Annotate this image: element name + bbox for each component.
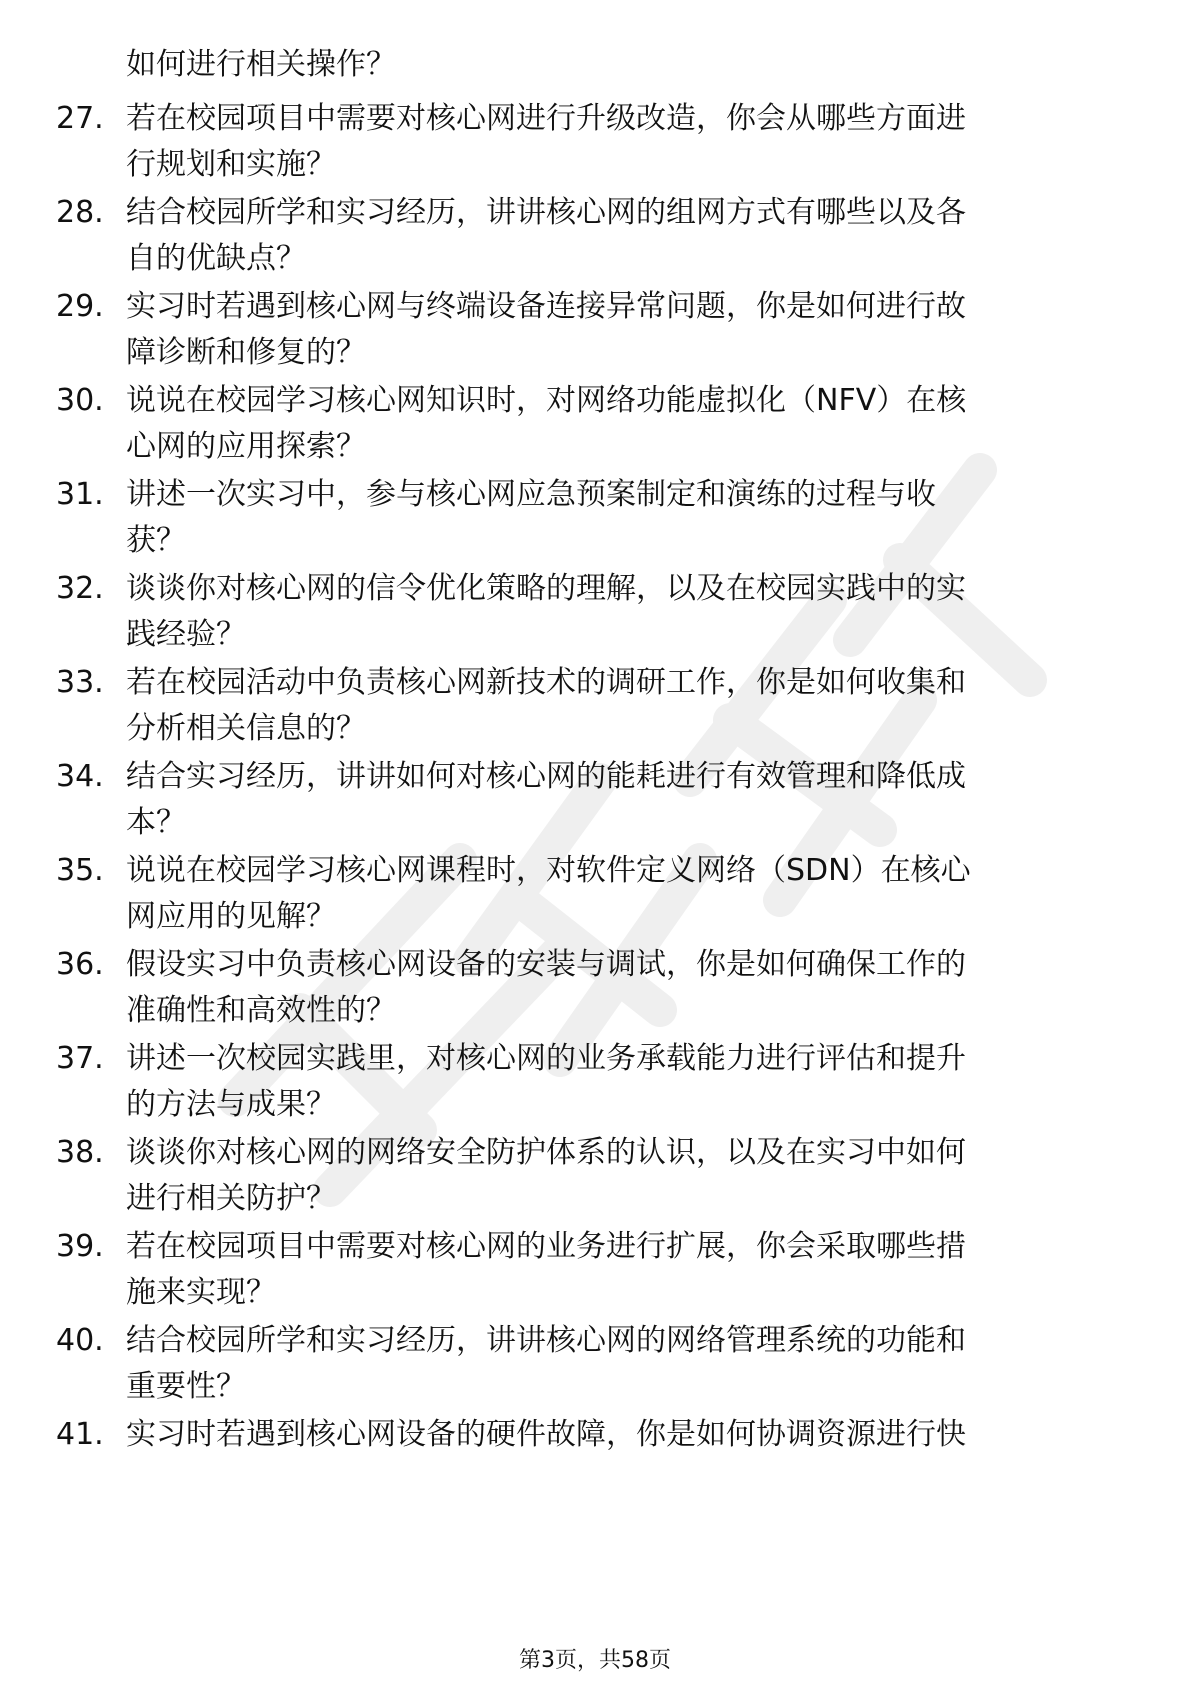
list-item	[0, 378, 1190, 470]
item-text: 假设实习中负责核心网设备的安装与调试，你是如何确保工作的 准确性和高效性的？	[126, 947, 966, 1028]
item-number: 37.	[56, 1041, 104, 1076]
item-text: 说说在校园学习核心网知识时，对网络功能虚拟化（NFV）在核 心网的应用探索？	[126, 383, 967, 464]
item-text: 若在校园项目中需要对核心网的业务进行扩展，你会采取哪些措 施来实现？	[126, 1229, 966, 1310]
item-text: 谈谈你对核心网的信令优化策略的理解，以及在校园实践中的实 践经验？	[126, 571, 966, 652]
item-text: 讲述一次实习中，参与核心网应急预案制定和演练的过程与收 获？	[126, 477, 936, 558]
list-item	[0, 848, 1190, 940]
list-item	[0, 1224, 1190, 1316]
item-number: 36.	[56, 947, 104, 982]
list-item	[0, 96, 1190, 188]
list-item	[0, 284, 1190, 376]
item-number: 27.	[56, 101, 104, 136]
item-number: 39.	[56, 1229, 104, 1264]
continuation-line: 如何进行相关操作？	[126, 47, 396, 82]
item-text: 若在校园项目中需要对核心网进行升级改造，你会从哪些方面进 行规划和实施？	[126, 101, 966, 182]
list-item	[0, 1036, 1190, 1128]
list-item	[0, 566, 1190, 658]
item-text: 说说在校园学习核心网课程时，对软件定义网络（SDN）在核心 网应用的见解？	[126, 853, 971, 934]
item-number: 35.	[56, 853, 104, 888]
item-number: 41.	[56, 1417, 104, 1452]
list-item	[0, 754, 1190, 846]
item-number: 31.	[56, 477, 104, 512]
list-item	[0, 1318, 1190, 1410]
item-text: 实习时若遇到核心网设备的硬件故障，你是如何协调资源进行快	[126, 1417, 966, 1452]
item-text: 结合校园所学和实习经历，讲讲核心网的网络管理系统的功能和 重要性？	[126, 1323, 966, 1404]
item-number: 33.	[56, 665, 104, 700]
item-text: 实习时若遇到核心网与终端设备连接异常问题，你是如何进行故 障诊断和修复的？	[126, 289, 966, 370]
item-number: 40.	[56, 1323, 104, 1358]
item-number: 28.	[56, 195, 104, 230]
item-text: 结合实习经历，讲讲如何对核心网的能耗进行有效管理和降低成 本？	[126, 759, 966, 840]
item-number: 34.	[56, 759, 104, 794]
list-item	[0, 1412, 1190, 1458]
page-number-footer: 第3页，共58页	[519, 1648, 671, 1673]
list-item	[0, 1130, 1190, 1222]
list-item	[0, 190, 1190, 282]
list-item	[0, 660, 1190, 752]
item-text: 讲述一次校园实践里，对核心网的业务承载能力进行评估和提升 的方法与成果？	[126, 1041, 966, 1122]
item-number: 29.	[56, 289, 104, 324]
item-number: 30.	[56, 383, 104, 418]
list-item	[0, 472, 1190, 564]
item-number: 32.	[56, 571, 104, 606]
item-text: 谈谈你对核心网的网络安全防护体系的认识，以及在实习中如何 进行相关防护？	[126, 1135, 966, 1216]
list-item	[0, 942, 1190, 1034]
item-number: 38.	[56, 1135, 104, 1170]
item-text: 若在校园活动中负责核心网新技术的调研工作，你是如何收集和 分析相关信息的？	[126, 665, 966, 746]
item-text: 结合校园所学和实习经历，讲讲核心网的组网方式有哪些以及各 自的优缺点？	[126, 195, 966, 276]
